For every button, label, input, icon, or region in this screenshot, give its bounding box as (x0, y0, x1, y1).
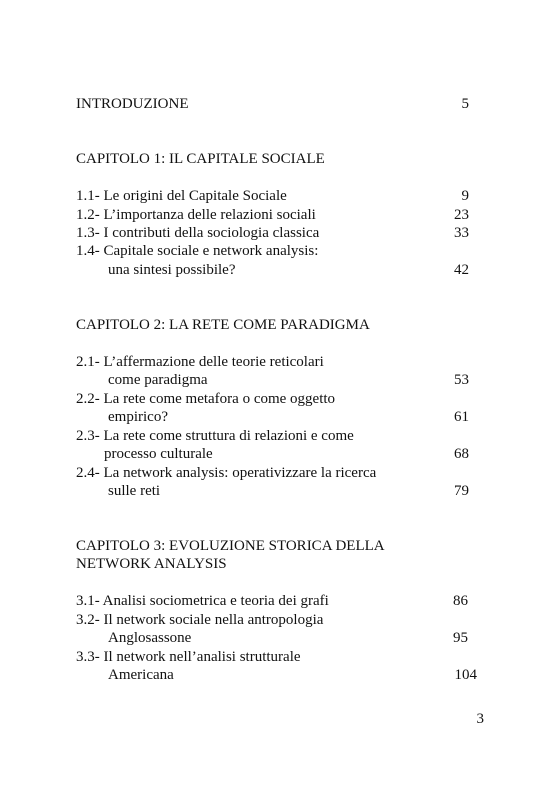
toc-entry-1-2: 1.2- L’importanza delle relazioni sociali (76, 207, 316, 223)
toc-entry-1-4-cont: una sintesi possibile? (108, 262, 236, 278)
toc-page-2-3: 68 (454, 446, 469, 462)
toc-page-3-2: 95 (453, 630, 468, 646)
toc-entry-introduzione: INTRODUZIONE (76, 96, 189, 112)
toc-entry-2-3: 2.3- La rete come struttura di relazioni e come (76, 428, 354, 444)
toc-page-3-3: 104 (454, 667, 477, 683)
toc-page-2-1: 53 (454, 372, 469, 388)
toc-page-introduzione: 5 (461, 96, 469, 112)
toc-entry-3-1: 3.1- Analisi sociometrica e teoria dei grafi (76, 593, 329, 609)
toc-entry-3-2: 3.2- Il network sociale nella antropologia (76, 612, 324, 628)
toc-entry-1-3: 1.3- I contributi della sociologia classica (76, 225, 320, 241)
toc-entry-2-2-cont: empirico? (108, 409, 168, 425)
toc-entry-2-1-cont: come paradigma (108, 372, 208, 388)
toc-entry-1-1: 1.1- Le origini del Capitale Sociale (76, 188, 287, 204)
toc-page-1-3: 33 (454, 225, 469, 241)
toc-entry-1-4: 1.4- Capitale sociale e network analysis: (76, 243, 319, 259)
toc-entry-2-2: 2.2- La rete come metafora o come oggetto (76, 391, 336, 407)
toc-page-3-1: 86 (453, 593, 468, 609)
chapter-1-title: CAPITOLO 1: IL CAPITALE SOCIALE (76, 151, 325, 167)
chapter-3-title-cont: NETWORK ANALYSIS (76, 556, 227, 572)
toc-entry-3-3: 3.3- Il network nell’analisi strutturale (76, 649, 301, 665)
toc-entry-2-1: 2.1- L’affermazione delle teorie reticolari (76, 354, 324, 370)
chapter-2-title: CAPITOLO 2: LA RETE COME PARADIGMA (76, 317, 370, 333)
page-number: 3 (476, 711, 484, 727)
toc-page-1-4: 42 (454, 262, 469, 278)
toc-page-2-2: 61 (454, 409, 469, 425)
toc-page-1-2: 23 (454, 207, 469, 223)
toc-entry-2-4: 2.4- La network analysis: operativizzare la ricerca (76, 465, 377, 481)
toc-entry-2-4-cont: sulle reti (108, 483, 161, 499)
toc-page-2-4: 79 (454, 483, 469, 499)
toc-entry-3-3-cont: Americana (108, 667, 174, 683)
toc-entry-2-3-cont: processo culturale (104, 446, 213, 462)
chapter-3-title: CAPITOLO 3: EVOLUZIONE STORICA DELLA (76, 538, 385, 554)
toc-page-1-1: 9 (461, 188, 469, 204)
toc-entry-3-2-cont: Anglosassone (108, 630, 192, 646)
